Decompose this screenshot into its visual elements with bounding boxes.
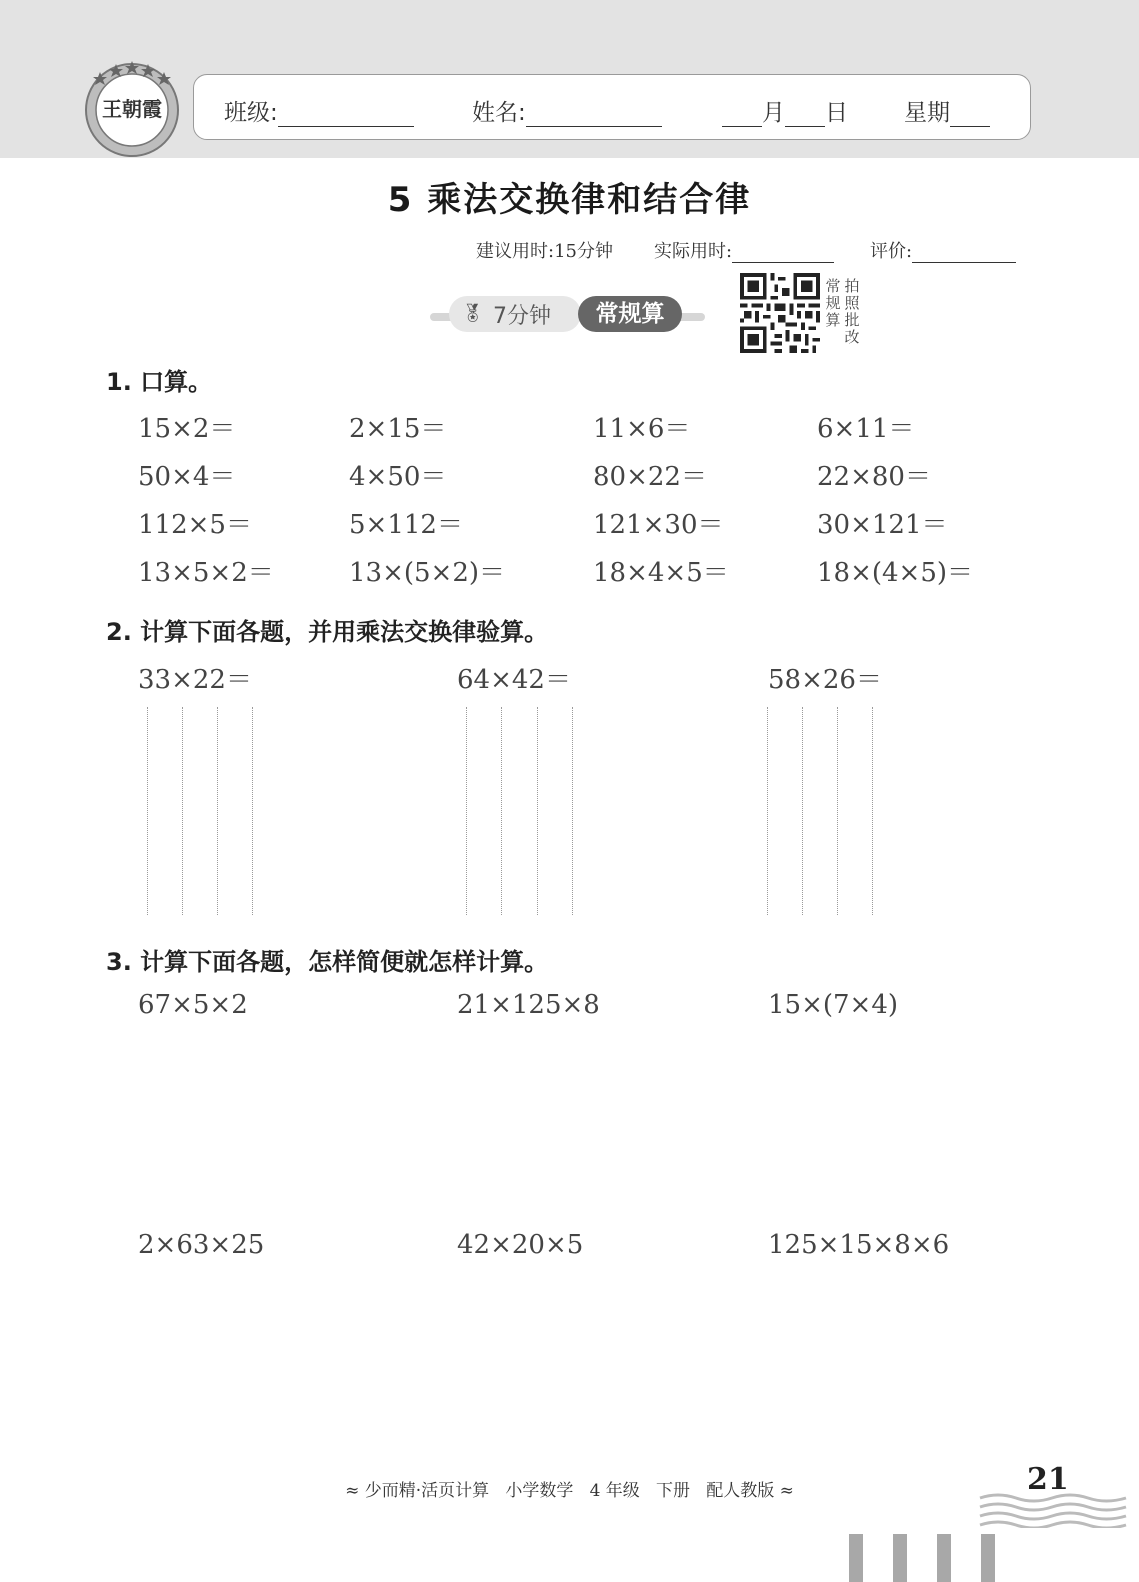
vertical-calc-problem: 33×22＝ [138, 665, 252, 695]
section-1-heading: 1. 口算。 [106, 368, 213, 396]
qr-caption-left [825, 278, 841, 329]
actual-time-field[interactable] [654, 237, 834, 263]
name-field[interactable] [472, 94, 662, 127]
simplify-problem: 2×63×25 [138, 1230, 265, 1260]
oral-problem: 5×112＝ [349, 510, 463, 540]
day-label: 日 [825, 100, 848, 126]
name-label: 姓名: [472, 100, 526, 126]
wave-decoration-icon [978, 1492, 1130, 1528]
simplify-problem: 15×(7×4) [768, 990, 899, 1020]
weekday-blank[interactable] [950, 100, 990, 127]
oral-problem: 2×15＝ [349, 414, 447, 444]
brand-logo [82, 58, 182, 158]
qr-caption-char: 批 [844, 311, 860, 329]
rating-field[interactable] [870, 237, 1016, 263]
simplify-problem: 125×15×8×6 [768, 1230, 950, 1260]
simplify-problem: 21×125×8 [457, 990, 600, 1020]
suggested-time: 建议用时:15分钟 [476, 241, 613, 262]
oral-problem: 112×5＝ [138, 510, 252, 540]
page-title: 5 乘法交换律和结合律 [387, 180, 752, 220]
day-blank[interactable] [785, 100, 825, 127]
class-blank[interactable] [278, 100, 414, 127]
qr-caption-right [844, 278, 860, 346]
oral-problem: 13×(5×2)＝ [349, 558, 506, 588]
oral-problem: 22×80＝ [817, 462, 931, 492]
oral-problem: 6×11＝ [817, 414, 915, 444]
oral-problem: 18×(4×5)＝ [817, 558, 974, 588]
guide-line [501, 707, 502, 915]
guide-line [466, 707, 467, 915]
vertical-calc-problem: 64×42＝ [457, 665, 571, 695]
month-blank[interactable] [722, 100, 762, 127]
name-blank[interactable] [526, 100, 662, 127]
oral-problem: 4×50＝ [349, 462, 447, 492]
actual-time-label: 实际用时: [654, 241, 733, 262]
oral-problem: 50×4＝ [138, 462, 236, 492]
actual-time-blank[interactable] [732, 242, 834, 263]
weekday-field[interactable] [904, 94, 990, 127]
medal-icon: 🏅︎ [461, 303, 484, 324]
time-badge [449, 296, 581, 332]
guide-line [802, 707, 803, 915]
edge-stripe [981, 1534, 995, 1582]
qr-code-icon[interactable] [740, 273, 820, 353]
vertical-calc-problem: 58×26＝ [768, 665, 882, 695]
simplify-problem: 42×20×5 [457, 1230, 584, 1260]
qr-caption-char: 照 [844, 294, 860, 312]
edge-stripe [849, 1534, 863, 1582]
section-2-heading: 2. 计算下面各题，并用乘法交换律验算。 [106, 618, 549, 646]
oral-problem: 80×22＝ [593, 462, 707, 492]
class-field[interactable] [224, 94, 414, 127]
guide-line [252, 707, 253, 915]
weekday-label: 星期 [904, 100, 950, 126]
guide-line [182, 707, 183, 915]
oral-problem: 18×4×5＝ [593, 558, 729, 588]
qr-caption-char: 规 [825, 294, 841, 312]
qr-caption-char: 算 [825, 311, 841, 329]
qr-caption-char: 改 [844, 328, 860, 346]
guide-line [147, 707, 148, 915]
oral-problem: 121×30＝ [593, 510, 724, 540]
date-field[interactable] [722, 94, 848, 127]
guide-line [537, 707, 538, 915]
guide-line [217, 707, 218, 915]
oral-problem: 15×2＝ [138, 414, 236, 444]
category-badge: 常规算 [578, 296, 682, 332]
oral-problem: 30×121＝ [817, 510, 948, 540]
oral-problem: 13×5×2＝ [138, 558, 274, 588]
rating-blank[interactable] [912, 242, 1016, 263]
edge-stripe [937, 1534, 951, 1582]
qr-caption-char: 拍 [844, 277, 860, 295]
guide-line [572, 707, 573, 915]
oral-problem: 11×6＝ [593, 414, 691, 444]
class-label: 班级: [224, 100, 278, 126]
logo-text: 王朝霞 [102, 97, 162, 121]
time-badge-text: 7分钟 [493, 304, 551, 329]
section-3-heading: 3. 计算下面各题，怎样简便就怎样计算。 [106, 948, 549, 976]
rating-label: 评价: [870, 241, 913, 262]
month-label: 月 [762, 100, 785, 126]
student-info-box [193, 74, 1031, 140]
edge-stripe [893, 1534, 907, 1582]
qr-caption-char: 常 [825, 277, 841, 295]
page-number: 21 [1027, 1462, 1069, 1497]
guide-line [767, 707, 768, 915]
guide-line [872, 707, 873, 915]
guide-line [837, 707, 838, 915]
footer-series: ≈ 少而精·活页计算 小学数学 4 年级 下册 配人教版 ≈ [345, 1481, 794, 1501]
simplify-problem: 67×5×2 [138, 990, 248, 1020]
